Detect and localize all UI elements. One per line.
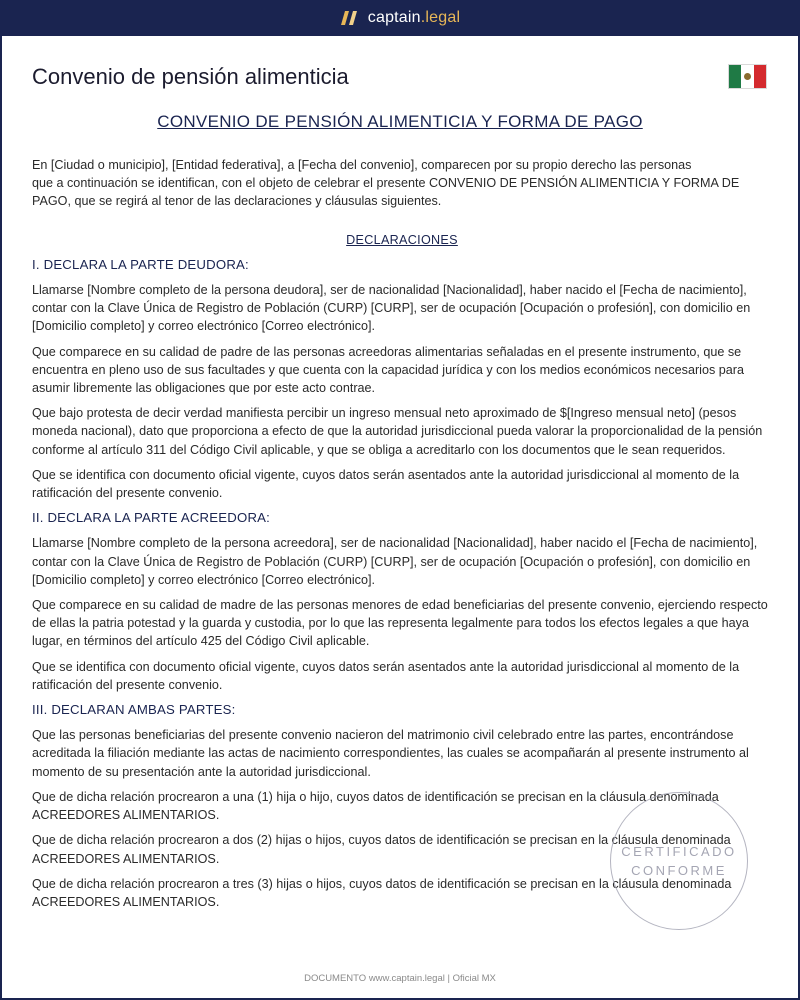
brand-name-main: captain bbox=[367, 9, 421, 26]
flag-emblem-icon bbox=[744, 73, 751, 80]
both-parties-paragraph: Que de dicha relación procrearon a tres (3) hijas o hijos, cuyos datos de identificación se precisan en la cláusula denominada ACREEDORES ALIMENTARIOS. bbox=[32, 876, 732, 909]
brand-name-suffix: .legal bbox=[420, 9, 461, 26]
creditor-paragraph: Que se identifica con documento oficial vigente, cuyos datos serán asentados ante la autoridad jurisdiccional al momento de la ratificación del presente convenio. bbox=[32, 659, 740, 692]
debtor-paragraph: Que se identifica con documento oficial vigente, cuyos datos serán asentados ante la autoridad jurisdiccional al momento de la ratificación del presente convenio. bbox=[32, 467, 740, 501]
document-footer: DOCUMENTO www.captain.legal | Oficial MX bbox=[304, 973, 496, 984]
debtor-paragraph: Que bajo protesta de decir verdad manifiesta percibir un ingreso mensual neto aproximado de $[Ingreso mensual neto] (pesos moneda nacional), dato que proporciona a efecto de que la autoridad jurisdiccional pueda valorar la proporcionalidad de la pensión conforme al artículo 311 del Código Civil aplicable, y que se obliga a acreditarlo con los documentos que le sean requeridos. bbox=[32, 406, 763, 457]
both-parties-paragraph: Que las personas beneficiarias del presente convenio nacieron del matrimonio civil celebrado entre las partes, encontrándose acreditada la filiación mediante las actas de nacimiento correspondientes, las cuales se acompañarán al presente instrumento al momento de su presentación ante la autoridad jurisdiccional. bbox=[32, 728, 749, 779]
stamp-line: CERTIFICADO bbox=[621, 844, 737, 859]
creditor-paragraph: Llamarse [Nombre completo de la persona acreedora], ser de nacionalidad [Nacionalidad], haber nacido el [Fecha de nacimiento], contar con la Clave Única de Registro de Población (CURP) [CURP], ser de ocupación [Ocupación o profesión], con domicilio en [Domicilio completo] y correo electrónico [Correo electrónico]. bbox=[32, 536, 758, 587]
document-title: Convenio de pensión alimenticia bbox=[32, 64, 349, 89]
flag-green-band bbox=[729, 65, 741, 88]
flag-red-band bbox=[754, 65, 766, 88]
stamp-line: CONFORME bbox=[631, 863, 727, 878]
debtor-paragraph: Que comparece en su calidad de padre de las personas acreedoras alimentarias señaladas en el presente instrumento, que se encuentra en pleno uso de sus facultades y que cuenta con la capacidad jurídica y con los medios económicos necesarios para asumir libremente las obligaciones que por este acto contrae. bbox=[32, 344, 744, 396]
section-heading-both: III. DECLARAN AMBAS PARTES: bbox=[32, 702, 236, 718]
both-parties-paragraph: Que de dicha relación procrearon a dos (2) hijas o hijos, cuyos datos de identificación se precisan en la cláusula denominada ACREEDORES ALIMENTARIOS. bbox=[32, 833, 731, 866]
contract-heading: CONVENIO DE PENSIÓN ALIMENTICIA Y FORMA DE PAGO bbox=[157, 112, 643, 131]
both-parties-paragraph: Que de dicha relación procrearon a una (1) hija o hijo, cuyos datos de identificación se precisan en la cláusula denominada ACREEDORES ALIMENTARIOS. bbox=[32, 789, 719, 823]
flag-white-band bbox=[741, 65, 753, 88]
document-page bbox=[2, 36, 798, 998]
intro-line: que a continuación se identifican, con el objeto de celebrar el presente CONVENIO DE PENSIÓN ALIMENTICIA Y FORMA DE bbox=[32, 176, 740, 191]
brand-name bbox=[368, 9, 460, 27]
intro-line: PAGO, que se regirá al tenor de las declaraciones y cláusulas siguientes. bbox=[32, 194, 442, 209]
declarations-heading: DECLARACIONES bbox=[346, 232, 458, 247]
creditor-paragraph: Que comparece en su calidad de madre de las personas menores de edad beneficiarias del presente convenio, ejerciendo respecto de ellas la patria potestad y la guarda y custodia, por lo que las representa legalmente para todos los efectos legales a que haya lugar, en términos del artículo 425 del Código Civil aplicable. bbox=[32, 598, 768, 649]
captain-logo-icon bbox=[340, 10, 360, 26]
section-heading-debtor: I. DECLARA LA PARTE DEUDORA: bbox=[32, 256, 249, 272]
brand[interactable] bbox=[340, 9, 460, 27]
mexico-flag-icon bbox=[728, 64, 767, 89]
top-bar bbox=[0, 0, 800, 36]
debtor-paragraph: Llamarse [Nombre completo de la persona deudora], ser de nacionalidad [Nacionalidad], haber nacido el [Fecha de nacimiento], contar con la Clave Única de Registro de Población (CURP) [CURP], ser de ocupación [Ocupación o profesión], con domicilio en [Domicilio completo] y correo electrónico [Correo electrónico]. bbox=[32, 283, 751, 334]
section-heading-creditor: II. DECLARA LA PARTE ACREEDORA: bbox=[32, 510, 271, 526]
intro-paragraph bbox=[32, 156, 772, 211]
certified-stamp bbox=[610, 792, 748, 930]
intro-line: En [Ciudad o municipio], [Entidad federativa], a [Fecha del convenio], comparecen por su propio derecho las personas bbox=[32, 158, 692, 172]
